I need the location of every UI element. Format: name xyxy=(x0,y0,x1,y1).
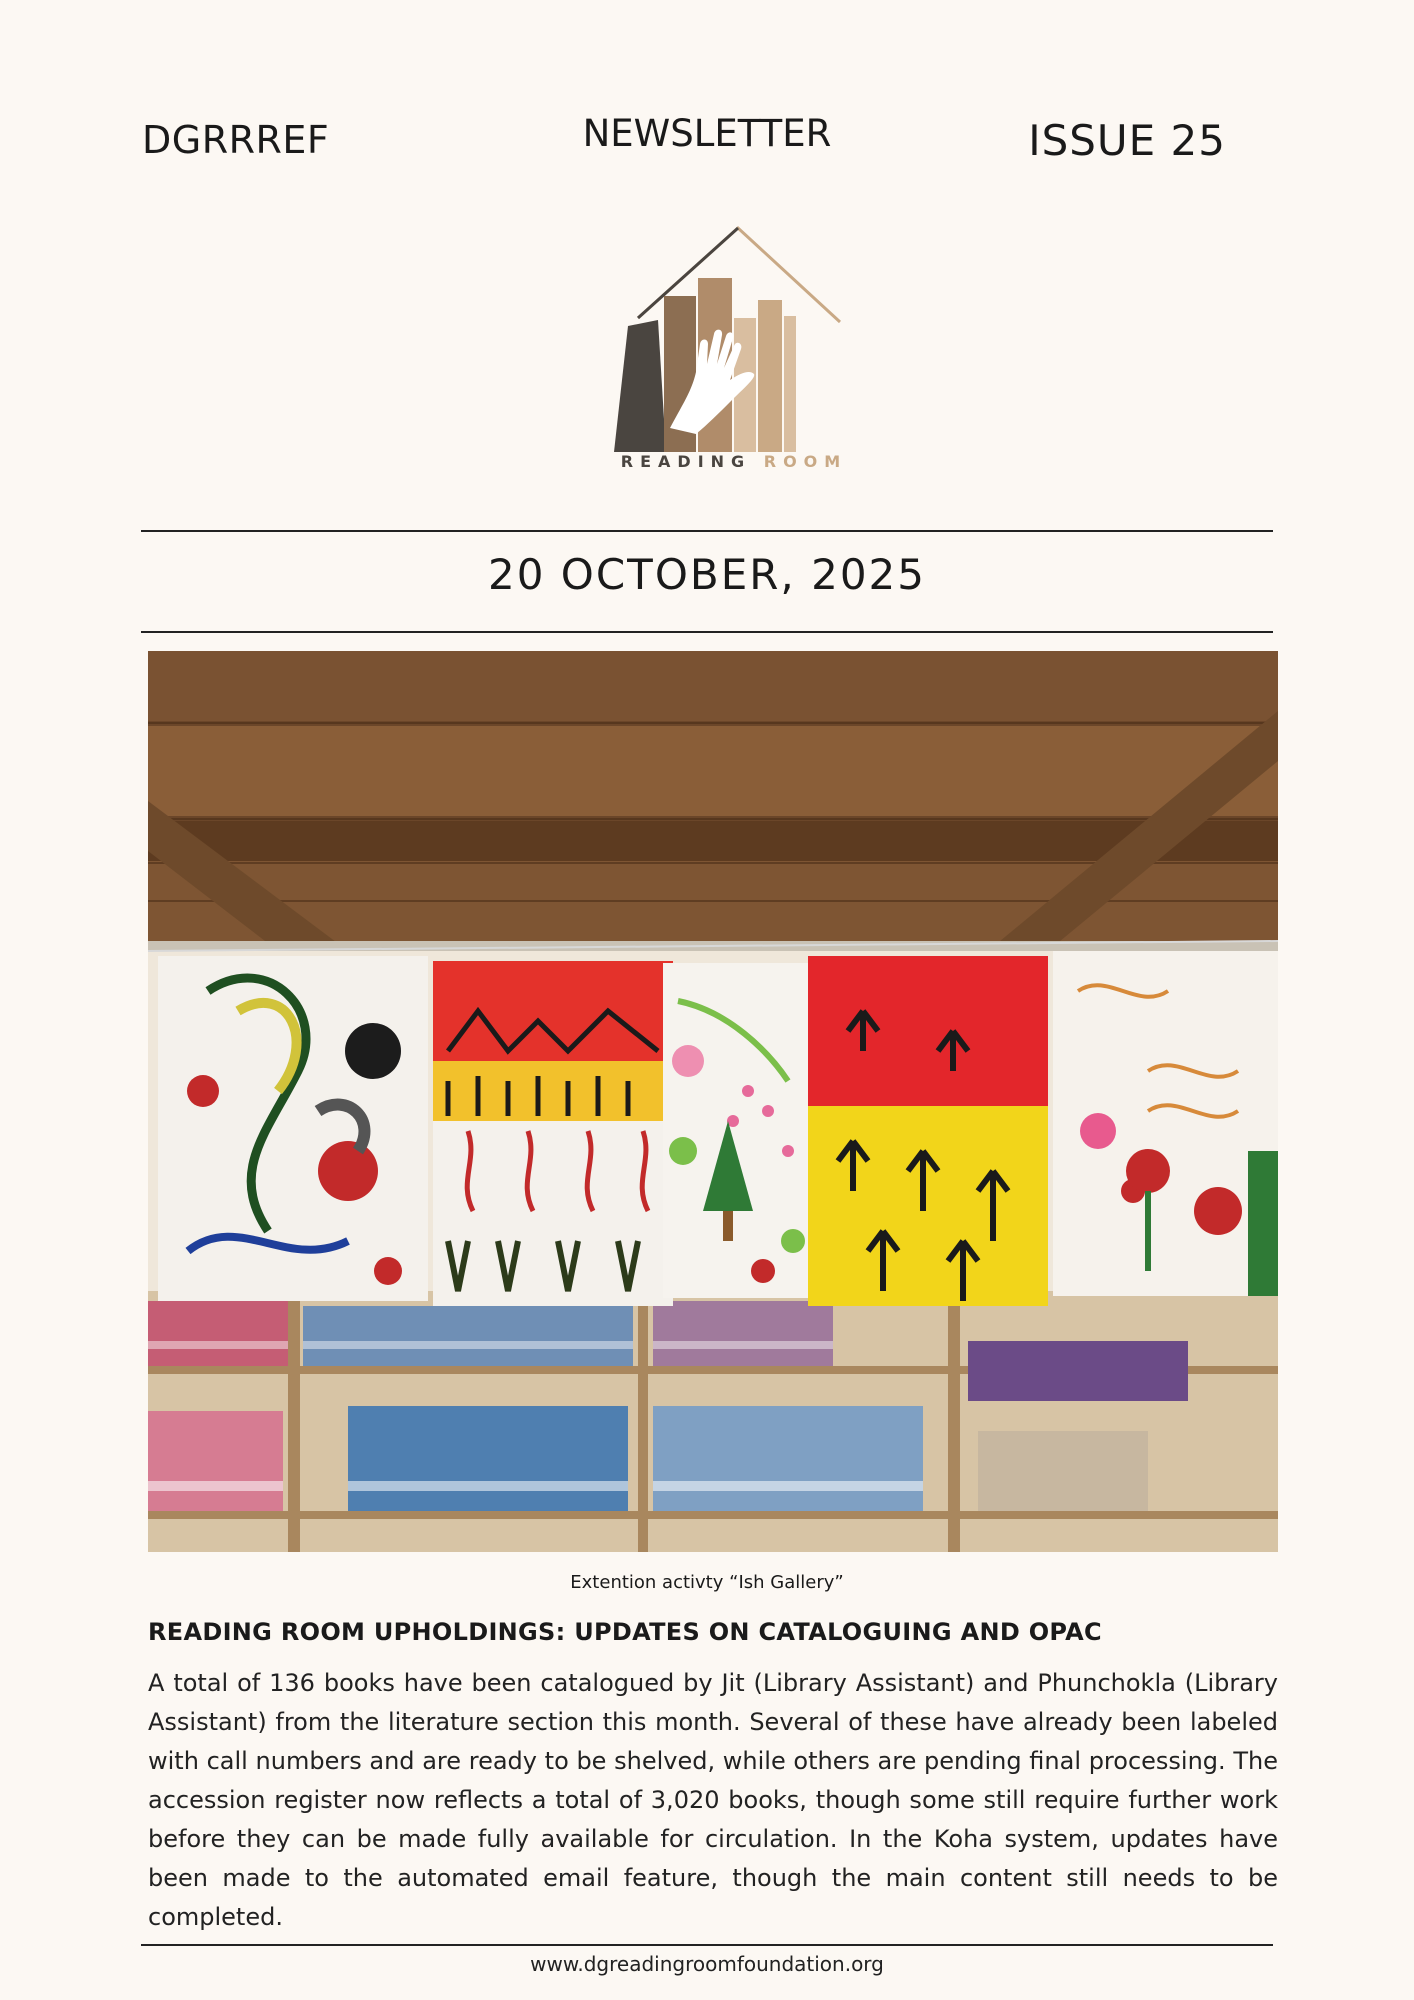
org-name: DGRRREF xyxy=(142,118,330,162)
issue-date: 20 OCTOBER, 2025 xyxy=(487,550,926,599)
article-body: A total of 136 books have been catalogued by Jit (Library Assistant) and Phunchokla (Library Assistant) from the literature section this month. Several of these have already been labeled with call numbers and are ready to be shelved, while others are pending final processing. The accession register now reflects a total of 3,020 books, though some still require further work before they can be made fully available for circulation. In the Koha system, updates have been made to the automated email feature, though the main content still needs to be completed. xyxy=(148,1669,1278,1931)
footer-divider xyxy=(141,1944,1273,1946)
issue-number: ISSUE 25 xyxy=(1028,116,1226,165)
gallery-photo xyxy=(148,651,1278,1552)
logo-word-reading: READING xyxy=(620,452,752,471)
article-title: READING ROOM UPHOLDINGS: UPDATES ON CATALOGUING AND OPAC xyxy=(148,1618,1102,1646)
divider-top xyxy=(141,530,1273,532)
footer-url[interactable]: www.dgreadingroomfoundation.org xyxy=(530,1952,884,1976)
logo-wordmark xyxy=(614,452,854,471)
photo-caption: Extention activty “Ish Gallery” xyxy=(570,1572,844,1593)
reading-room-logo xyxy=(614,222,854,478)
books-house-icon xyxy=(614,222,854,452)
divider-bottom xyxy=(141,631,1273,633)
logo-word-room: ROOM xyxy=(763,452,848,471)
masthead xyxy=(0,108,1414,168)
newsletter-title: NEWSLETTER xyxy=(582,112,832,155)
